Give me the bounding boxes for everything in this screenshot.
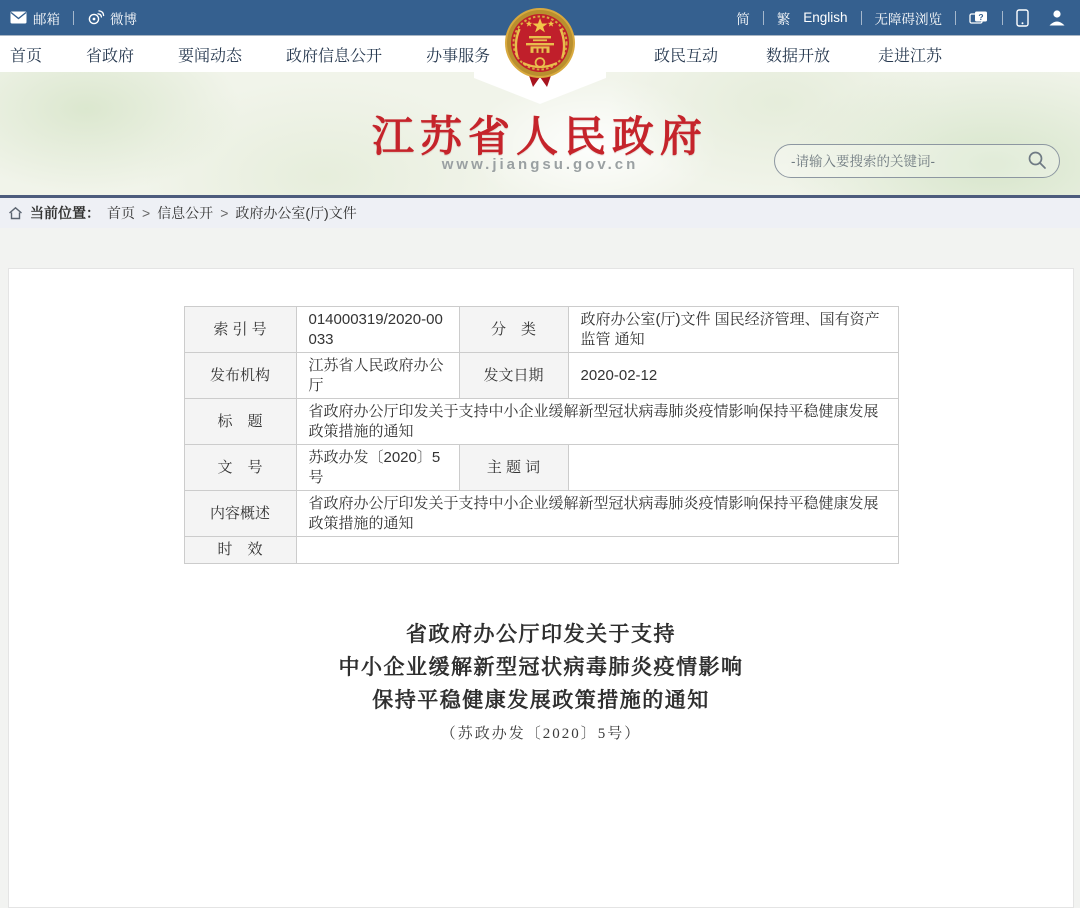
content-summary-value: 省政府办公厅印发关于支持中小企业缓解新型冠状病毒肺炎疫情影响保持平稳健康发展政策措施的通知 bbox=[296, 491, 898, 537]
mobile-phone-icon bbox=[1016, 9, 1029, 27]
mail-link[interactable] bbox=[10, 8, 60, 28]
table-row bbox=[184, 399, 898, 445]
document-title-line-2: 中小企业缓解新型冠状病毒肺炎疫情影响 bbox=[338, 654, 744, 679]
traditional-chinese-link[interactable]: 繁 bbox=[776, 11, 791, 27]
doc-number-value: 苏政办发〔2020〕5号 bbox=[296, 445, 459, 491]
nav-item-government-info-disclosure[interactable]: 政府信息公开 bbox=[286, 47, 383, 65]
breadcrumb-home-link[interactable]: 首页 bbox=[107, 205, 135, 221]
validity-value bbox=[296, 537, 898, 564]
topbar-divider bbox=[861, 11, 862, 25]
document-card bbox=[8, 268, 1074, 908]
doc-number-label: 文 号 bbox=[184, 445, 296, 491]
topbar-divider bbox=[955, 11, 956, 25]
nav-item-open-data[interactable]: 数据开放 bbox=[765, 47, 830, 65]
document-title-line-3: 保持平稳健康发展政策措施的通知 bbox=[372, 687, 710, 712]
page-body bbox=[0, 228, 1080, 742]
user-icon bbox=[1048, 9, 1066, 26]
mobile-version-button[interactable] bbox=[1016, 9, 1029, 27]
site-url: www.jiangsu.gov.cn bbox=[441, 156, 639, 173]
index-number-value: 014000319/2020-00033 bbox=[296, 307, 459, 353]
subject-words-label: 主 题 词 bbox=[459, 445, 568, 491]
document-number: （苏政办发〔2020〕5号） bbox=[440, 725, 642, 742]
issuing-agency-value: 江苏省人民政府办公厅 bbox=[296, 353, 459, 399]
breadcrumb-separator: > bbox=[142, 205, 151, 221]
nav-left bbox=[0, 43, 490, 66]
breadcrumb-label: 当前位置： bbox=[30, 205, 100, 221]
subject-words-value bbox=[568, 445, 898, 491]
national-emblem-icon[interactable] bbox=[504, 7, 576, 91]
breadcrumb-current-page[interactable]: 政府办公室(厅)文件 bbox=[235, 205, 357, 221]
title-value: 省政府办公厅印发关于支持中小企业缓解新型冠状病毒肺炎疫情影响保持平稳健康发展政策措施的通知 bbox=[296, 399, 898, 445]
breadcrumb-info-disclosure-link[interactable]: 信息公开 bbox=[157, 205, 214, 221]
topbar-divider bbox=[763, 11, 764, 25]
table-row bbox=[184, 307, 898, 353]
document-meta-table bbox=[184, 306, 899, 564]
nav-item-about-jiangsu[interactable]: 走进江苏 bbox=[877, 47, 942, 65]
issuing-agency-label: 发布机构 bbox=[184, 353, 296, 399]
home-icon bbox=[8, 206, 23, 220]
mail-label: 邮箱 bbox=[33, 11, 60, 27]
issue-date-value: 2020-02-12 bbox=[568, 353, 898, 399]
table-row bbox=[184, 353, 898, 399]
simplified-chinese-link[interactable]: 简 bbox=[736, 11, 750, 27]
nav-item-public-interaction[interactable]: 政民互动 bbox=[653, 47, 718, 65]
breadcrumb-separator: > bbox=[220, 205, 229, 221]
help-cards-icon bbox=[969, 10, 989, 26]
weibo-label: 微博 bbox=[110, 11, 137, 27]
nav-item-provincial-government[interactable]: 省政府 bbox=[86, 47, 135, 65]
topbar-divider bbox=[1002, 11, 1003, 25]
search-input[interactable] bbox=[791, 154, 1027, 169]
table-row bbox=[184, 445, 898, 491]
validity-label: 时 效 bbox=[184, 537, 296, 564]
nav-item-home[interactable]: 首页 bbox=[10, 47, 43, 65]
issue-date-label: 发文日期 bbox=[459, 353, 568, 399]
title-label: 标 题 bbox=[184, 399, 296, 445]
search-box bbox=[774, 144, 1060, 178]
english-link[interactable]: English bbox=[803, 10, 848, 25]
topbar-left bbox=[10, 8, 137, 28]
accessibility-link[interactable]: 无障碍浏览 bbox=[874, 11, 942, 27]
breadcrumb bbox=[0, 195, 1080, 228]
site-title[interactable]: 江苏省人民政府 bbox=[371, 113, 708, 160]
nav-item-services[interactable]: 办事服务 bbox=[426, 47, 491, 65]
user-account-button[interactable] bbox=[1048, 9, 1066, 26]
search-icon bbox=[1027, 150, 1047, 173]
nav-item-news[interactable]: 要闻动态 bbox=[178, 47, 243, 65]
weibo-link[interactable] bbox=[87, 8, 137, 28]
category-value: 政府办公室(厅)文件 国民经济管理、国有资产监管 通知 bbox=[568, 307, 898, 353]
table-row bbox=[184, 491, 898, 537]
topbar-right bbox=[736, 8, 1066, 28]
category-label: 分 类 bbox=[459, 307, 568, 353]
table-row bbox=[184, 537, 898, 564]
weibo-icon bbox=[87, 10, 104, 25]
help-cards-button[interactable] bbox=[969, 10, 989, 26]
index-number-label: 索 引 号 bbox=[184, 307, 296, 353]
content-summary-label: 内容概述 bbox=[184, 491, 296, 537]
search-button[interactable] bbox=[1027, 150, 1047, 173]
svg-text:?: ? bbox=[978, 11, 984, 22]
document-title bbox=[9, 618, 1073, 743]
document-title-line-1: 省政府办公厅印发关于支持 bbox=[406, 621, 676, 646]
topbar-divider bbox=[73, 11, 74, 25]
mail-icon bbox=[10, 11, 27, 24]
nav-right bbox=[654, 43, 1080, 66]
